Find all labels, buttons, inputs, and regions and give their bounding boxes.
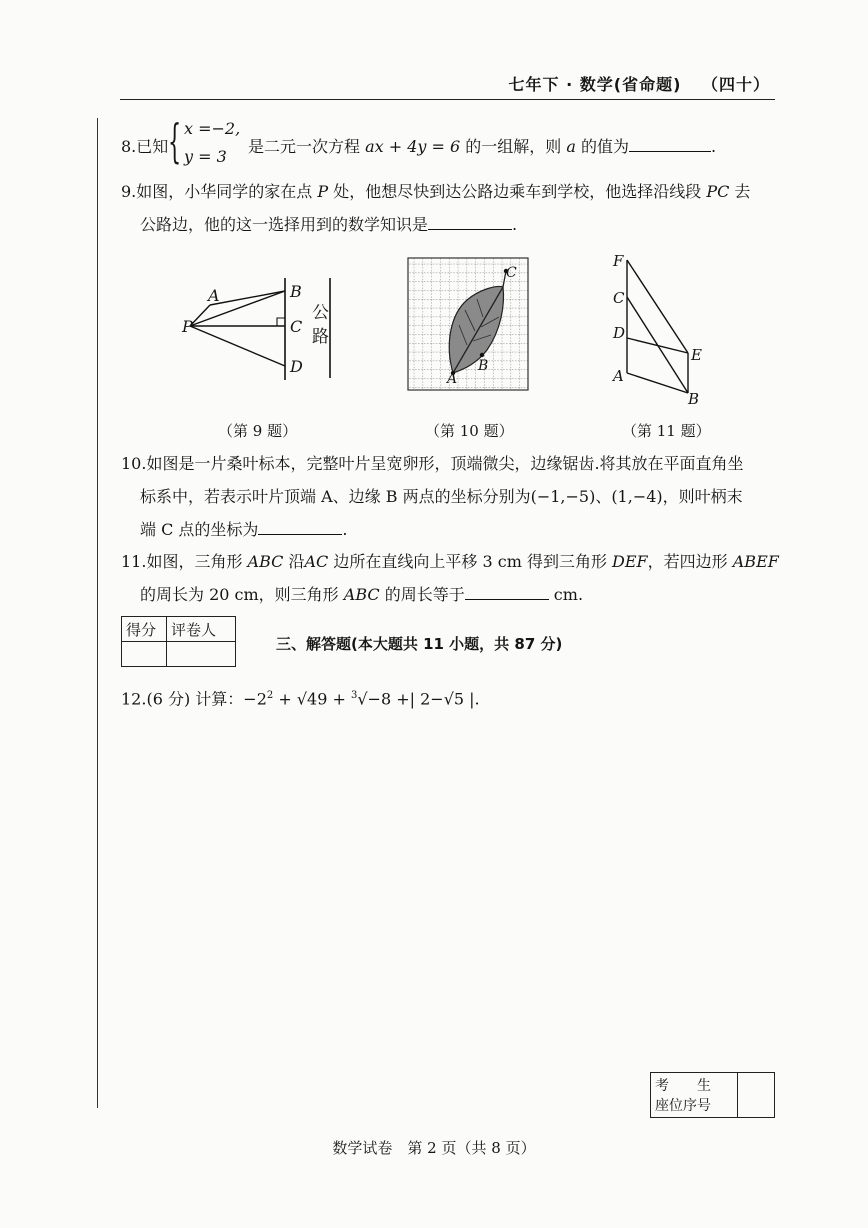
question-10-line-1: 10.如图是一片桑叶标本，完整叶片呈宽卵形，顶端微尖，边缘锯齿.将其放在平面直角坐 xyxy=(121,454,744,473)
fig10-label-A: A xyxy=(447,371,458,387)
section-3-title: 三、解答题(本大题共 11 小题，共 87 分) xyxy=(276,635,563,653)
system-brace: { xyxy=(168,114,182,168)
fig9-label-D: D xyxy=(290,357,303,376)
question-11-line-2: 的周长为 20 cm，则三角形 ABC 的周长等于 cm. xyxy=(140,585,584,604)
grader-label: 评卷人 xyxy=(167,617,236,642)
fig9-road-char-1: 公 xyxy=(312,303,329,323)
question-12: 12.(6 分) 计算：$-2^2 + √49 + ^3√-8$ +| 2−√5 |. xyxy=(121,689,480,709)
fig9-label-C: C xyxy=(290,317,303,336)
fig9-label-B: B xyxy=(290,282,302,301)
fig11-caption: （第 11 题） xyxy=(622,422,711,440)
fig9-label-P: P xyxy=(182,317,193,336)
question-10-line-3: 端 C 点的坐标为 . xyxy=(140,520,348,539)
score-cell[interactable] xyxy=(122,642,167,667)
question-9-line-1: 9.如图，小华同学的家在点 P 处，他想尽快到达公路边乘车到学校，他选择沿线段 PC 去 xyxy=(121,182,751,201)
fig9-label-A: A xyxy=(208,286,220,305)
q8-equation: ax + 4y = 6 xyxy=(365,137,461,156)
header-title: 七年下 · 数学(省命题) xyxy=(508,75,682,94)
header-badge: （四十） xyxy=(701,75,770,94)
page-footer: 数学试卷 第 2 页（共 8 页） xyxy=(332,1139,536,1157)
q8-system-line-2: y = 3 xyxy=(184,147,227,166)
question-8-text: 是二元一次方程 ax + 4y = 6 的一组解，则 a 的值为 . xyxy=(248,137,717,156)
score-label: 得分 xyxy=(122,617,167,642)
q8-system-line-1: x =−2, xyxy=(184,119,241,138)
fig11-label-D: D xyxy=(613,324,626,342)
fig11-label-A: A xyxy=(613,367,624,385)
binding-margin-line xyxy=(97,118,98,1108)
fig10-label-B: B xyxy=(478,358,489,374)
fig10-label-C: C xyxy=(506,265,517,281)
q10-answer-blank[interactable] xyxy=(258,520,342,535)
fig11-label-E: E xyxy=(691,346,702,364)
seat-box-line-2: 座位序号 xyxy=(655,1098,711,1114)
score-box xyxy=(121,616,236,667)
seat-number-cell[interactable] xyxy=(738,1073,775,1118)
fig10-caption: （第 10 题） xyxy=(425,422,514,440)
fig11-label-F: F xyxy=(613,252,624,270)
grader-cell[interactable] xyxy=(167,642,236,667)
question-11-line-1: 11.如图，三角形 ABC 沿AC 边所在直线向上平移 3 cm 得到三角形 DEF，若四边形 ABEF xyxy=(121,552,779,571)
q11-answer-blank[interactable] xyxy=(465,585,549,600)
seat-box-line-1: 考 生 xyxy=(655,1078,711,1094)
fig11-label-C: C xyxy=(613,289,625,307)
fig9-caption: （第 9 题） xyxy=(218,422,298,440)
seat-number-box xyxy=(650,1072,775,1118)
question-10-line-2: 标系中，若表示叶片顶端 A、边缘 B 两点的坐标分别为(−1,−5)、(1,−4)，则叶柄末 xyxy=(140,487,743,506)
page-header xyxy=(470,72,770,95)
question-8-number: 8.已知 xyxy=(121,137,169,156)
q8-answer-blank[interactable] xyxy=(629,137,711,152)
fig11-label-B: B xyxy=(688,390,700,408)
seat-box-labels xyxy=(651,1073,738,1118)
question-9-line-2: 公路边，他的这一选择用到的数学知识是 . xyxy=(140,215,518,234)
q9-answer-blank[interactable] xyxy=(428,215,512,230)
fig9-road-char-2: 路 xyxy=(312,327,329,347)
header-rule xyxy=(120,99,775,100)
